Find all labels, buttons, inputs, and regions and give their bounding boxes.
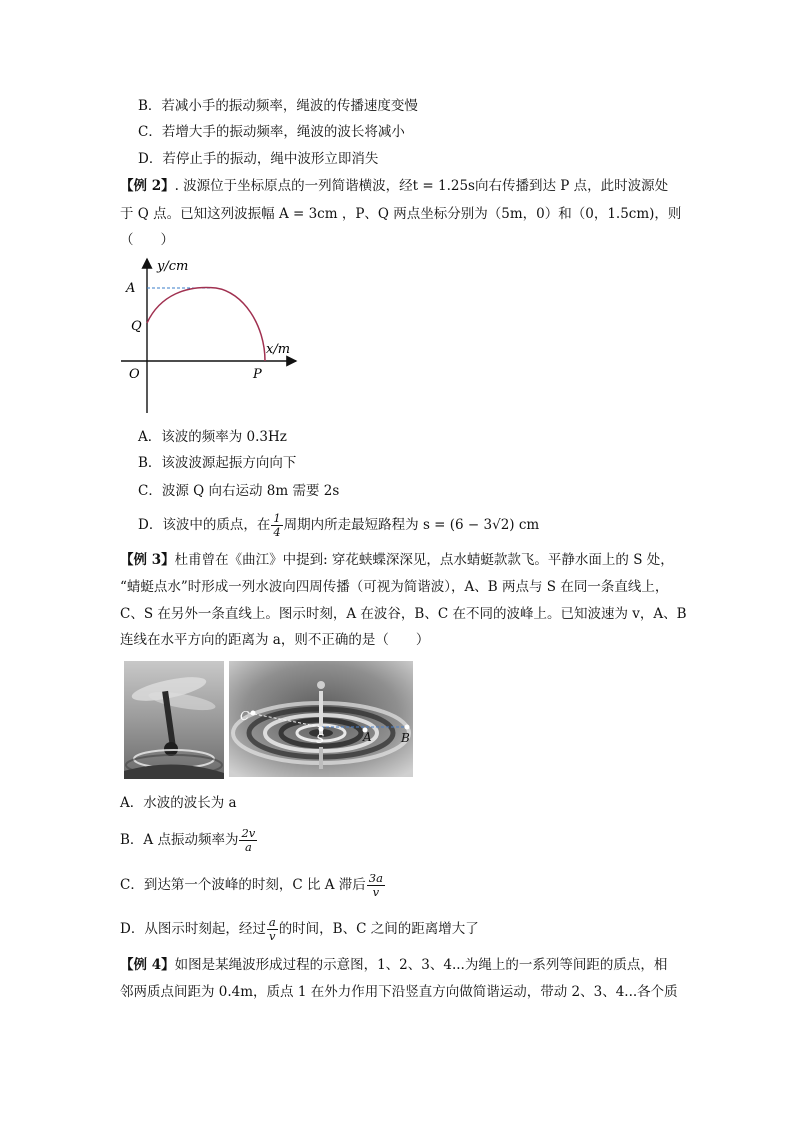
wave-graph [115, 255, 300, 415]
water-ripple-photo [229, 661, 413, 777]
ex2-option-d [138, 512, 539, 539]
ex2-option-d-pre: D．该波中的质点，在 [138, 517, 271, 533]
intro-option-b: B．若减小手的振动频率，绳波的传播速度变慢 [138, 98, 418, 114]
ex2-option-a: A．该波的频率为 0.3Hz [138, 429, 287, 445]
photo-label-A: A [363, 730, 372, 744]
label-Q: Q [131, 319, 142, 334]
intro-option-c: C．若增大手的振动频率，绳波的波长将减小 [138, 124, 405, 140]
ex3-option-c [120, 872, 386, 899]
ex4-line1-text: 如图是某绳波形成过程的示意图，1、2、3、4...为绳上的一系列等间距的质点，相 [174, 957, 668, 973]
ex2-line2: 于 Q 点。已知这列波振幅 A = 3cm ，P、Q 两点坐标分别为（5m，0）和（0，1.5cm)，则 [120, 206, 682, 222]
ex4-line1 [120, 955, 667, 975]
label-P: P [253, 367, 262, 382]
ex3-line2: “蜻蜓点水”时形成一列水波向四周传播（可视为简谐波），A、B 两点与 S 在同一条直线上， [120, 579, 669, 595]
label-O: O [129, 367, 140, 382]
ex3-option-d-post: 的时间，B、C 之间的距离增大了 [278, 921, 479, 937]
ex4-tag: 【例 4】 [120, 957, 175, 973]
photo-label-S: S [316, 732, 325, 746]
delay-fraction [367, 872, 385, 899]
y-axis-label: y/cm [157, 259, 189, 274]
frac-num: 1 [273, 511, 281, 525]
intro-option-d: D．若停止手的振动，绳中波形立即消失 [138, 151, 379, 167]
ex2-line3: （ ） [120, 232, 174, 248]
quarter-fraction [271, 512, 282, 539]
ex3-option-c-pre: C．到达第一个波峰的时刻，C 比 A 滞后 [120, 877, 366, 893]
ex3-option-d [120, 916, 479, 943]
ex2-tag: 【例 2】 [120, 178, 175, 194]
frac-den: v [372, 885, 380, 899]
photo-label-C: C [240, 709, 250, 723]
ex3-line1 [120, 550, 674, 570]
ex2-option-c: C．波源 Q 向右运动 8m 需要 2s [138, 483, 340, 499]
ex3-line3: C、S 在另外一条直线上。图示时刻，A 在波谷，B、C 在不同的波峰上。已知波速为 v，A、B [120, 606, 687, 622]
frac-den: 4 [273, 525, 281, 539]
ex2-option-d-post: 周期内所走最短路程为 s = (6 − 3√2) cm [283, 517, 540, 533]
time-fraction [267, 916, 278, 943]
ex3-tag: 【例 3】 [120, 552, 175, 568]
ex3-option-a: A．水波的波长为 a [120, 795, 237, 811]
ex3-option-b-pre: B．A 点振动频率为 [120, 832, 239, 848]
ex3-option-d-pre: D．从图示时刻起，经过 [120, 921, 266, 937]
ex4-line2: 邻两质点间距为 0.4m，质点 1 在外力作用下沿竖直方向做简谐运动，带动 2、3、4...各个质 [120, 984, 678, 1000]
frac-den: v [269, 929, 276, 943]
wave-curve [147, 287, 265, 361]
ex2-line1 [120, 176, 668, 196]
ex3-line4: 连线在水平方向的距离为 a，则不正确的是（ ） [120, 632, 430, 648]
ex2-option-b: B．该波波源起振方向向下 [138, 455, 297, 471]
ex3-line1-text: 杜甫曾在《曲江》中提到: 穿花蛱蝶深深见，点水蜻蜓款款飞。平静水面上的 S 处， [174, 552, 674, 568]
frac-num: a [268, 915, 276, 929]
x-axis-label: x/m [266, 342, 291, 357]
dragonfly-photo [124, 661, 224, 779]
label-A: A [126, 281, 136, 296]
ex3-option-b [120, 827, 258, 854]
ex2-line1-text: . 波源位于坐标原点的一列简谐横波，经t = 1.25s向右传播到达 P 点，此时波源处 [174, 178, 669, 194]
photo-label-B: B [401, 731, 410, 745]
frac-num: 2v [241, 826, 256, 840]
freq-fraction [239, 827, 257, 854]
frac-num: 3a [368, 871, 383, 885]
frac-den: a [244, 840, 252, 854]
